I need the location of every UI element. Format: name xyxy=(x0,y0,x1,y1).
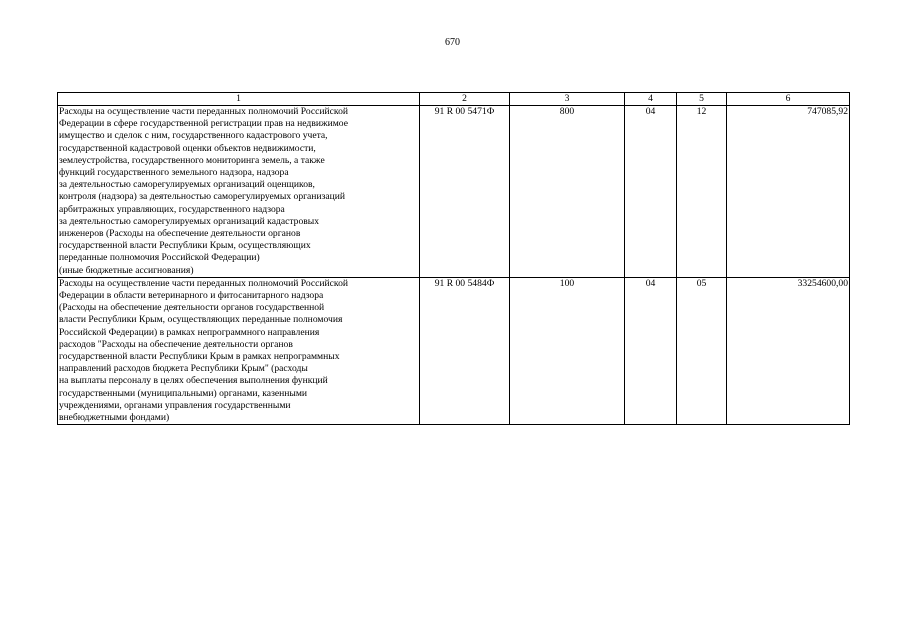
row-amount: 33254600,00 xyxy=(727,277,850,424)
row-target-code: 91 R 00 5471Ф xyxy=(420,106,510,278)
row-description: Расходы на осуществление части переданных полномочий Российской Федерации в области ветеринарного и фитосанитарного надзора (Расходы на обеспечение деятельности органов государственной власти Республики Крым, осуществляющих переданные полномочия Российской Федерации) в рамках непрограммного направления расходов "Расходы на обеспечение деятельности органов государственной власти Республики Крым в рамках непрограммных направлений расходов бюджета Республики Крым" (расходы на выплаты персоналу в целях обеспечения выполнения функций государственными (муниципальными) органами, казенными учреждениями, органами управления государственными внебюджетными фондами) xyxy=(58,277,420,424)
page-number: 670 xyxy=(445,37,460,48)
row-subsection: 12 xyxy=(677,106,727,278)
row-amount: 747085,92 xyxy=(727,106,850,278)
row-expense-type: 100 xyxy=(510,277,625,424)
column-header-1: 1 xyxy=(58,93,420,106)
table-row xyxy=(58,106,850,278)
table-header-row xyxy=(58,93,850,106)
row-section: 04 xyxy=(625,106,677,278)
table-row xyxy=(58,277,850,424)
column-header-4: 4 xyxy=(625,93,677,106)
row-subsection: 05 xyxy=(677,277,727,424)
column-header-6: 6 xyxy=(727,93,850,106)
row-description: Расходы на осуществление части переданных полномочий Российской Федерации в сфере государственной регистрации прав на недвижимое имущество и сделок с ним, государственного кадастрового учета, государственной кадастровой оценки объектов недвижимости, землеустройства, государственного мониторинга земель, а также функций государственного земельного надзора, надзора за деятельностью саморегулируемых организаций оценщиков, контроля (надзора) за деятельностью саморегулируемых организаций арбитражных управляющих, государственного надзора за деятельностью саморегулируемых организаций кадастровых инженеров (Расходы на обеспечение деятельности органов государственной власти Республики Крым, осуществляющих переданные полномочия Российской Федерации) (иные бюджетные ассигнования) xyxy=(58,106,420,278)
column-header-3: 3 xyxy=(510,93,625,106)
row-section: 04 xyxy=(625,277,677,424)
column-header-5: 5 xyxy=(677,93,727,106)
row-target-code: 91 R 00 5484Ф xyxy=(420,277,510,424)
row-expense-type: 800 xyxy=(510,106,625,278)
column-header-2: 2 xyxy=(420,93,510,106)
budget-table xyxy=(57,92,850,425)
